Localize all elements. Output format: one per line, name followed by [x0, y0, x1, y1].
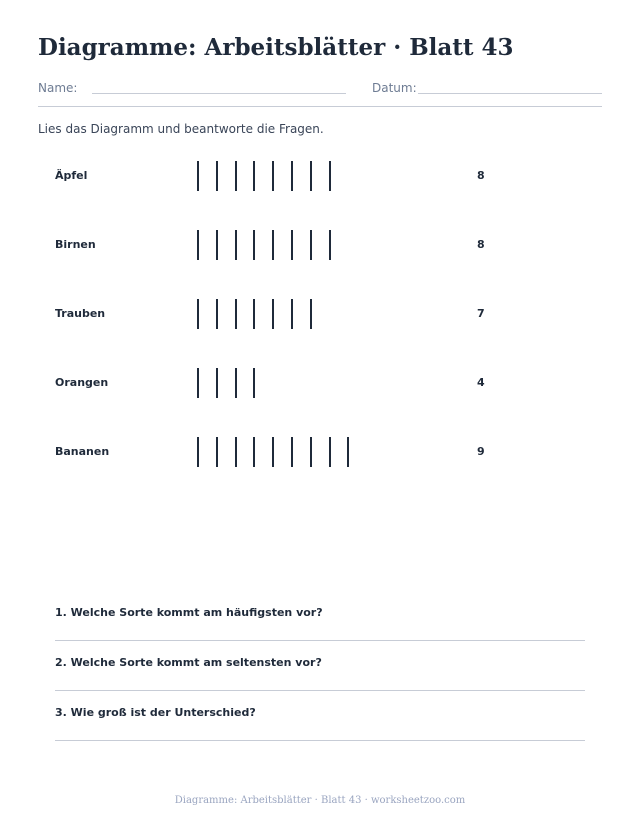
tally-mark — [216, 437, 218, 467]
tally-mark — [253, 437, 255, 467]
tally-mark — [291, 299, 293, 329]
tally-mark — [310, 437, 312, 467]
tally-mark — [272, 161, 274, 191]
tally-mark — [235, 299, 237, 329]
name-field[interactable] — [92, 93, 346, 94]
chart-row — [0, 368, 640, 398]
count-value: 8 — [477, 169, 485, 182]
tally-mark — [216, 161, 218, 191]
tally-mark — [197, 230, 199, 260]
footer-text: Diagramme: Arbeitsblätter · Blatt 43 · worksheetzoo.com — [174, 795, 466, 806]
tally-mark — [253, 299, 255, 329]
tally-mark — [310, 161, 312, 191]
tally-mark — [272, 299, 274, 329]
category-label: Bananen — [55, 445, 110, 458]
category-label: Äpfel — [55, 169, 88, 182]
chart-row — [0, 437, 640, 467]
tally-mark — [235, 368, 237, 398]
tally-mark — [235, 437, 237, 467]
tally-mark — [253, 230, 255, 260]
tally-marks — [197, 230, 457, 260]
header-divider — [38, 106, 602, 107]
tally-mark — [291, 161, 293, 191]
tally-marks — [197, 368, 457, 398]
tally-mark — [235, 230, 237, 260]
tally-mark — [347, 437, 349, 467]
count-value: 7 — [477, 307, 485, 320]
question-3: 3. Wie groß ist der Unterschied? — [55, 706, 256, 719]
chart-row — [0, 161, 640, 191]
tally-mark — [272, 437, 274, 467]
tally-mark — [329, 230, 331, 260]
count-value: 4 — [477, 376, 485, 389]
page-title: Diagramme: Arbeitsblätter · Blatt 43 — [38, 34, 514, 61]
count-value: 9 — [477, 445, 485, 458]
question-1: 1. Welche Sorte kommt am häufigsten vor? — [55, 606, 323, 619]
answer-line-3[interactable] — [55, 740, 585, 741]
date-label: Datum: — [372, 81, 417, 95]
tally-mark — [197, 368, 199, 398]
name-label: Name: — [38, 81, 78, 95]
answer-line-1[interactable] — [55, 640, 585, 641]
tally-marks — [197, 437, 457, 467]
tally-marks — [197, 299, 457, 329]
tally-mark — [310, 230, 312, 260]
tally-mark — [197, 437, 199, 467]
category-label: Trauben — [55, 307, 106, 320]
instructions-text: Lies das Diagramm und beantworte die Fragen. — [38, 122, 324, 136]
tally-mark — [329, 437, 331, 467]
tally-mark — [197, 299, 199, 329]
chart-row — [0, 230, 640, 260]
tally-mark — [197, 161, 199, 191]
tally-mark — [216, 299, 218, 329]
tally-mark — [310, 299, 312, 329]
tally-mark — [329, 161, 331, 191]
tally-mark — [216, 230, 218, 260]
category-label: Orangen — [55, 376, 109, 389]
date-field[interactable] — [418, 93, 602, 94]
question-2: 2. Welche Sorte kommt am seltensten vor? — [55, 656, 322, 669]
tally-mark — [253, 161, 255, 191]
tally-mark — [253, 368, 255, 398]
tally-mark — [235, 161, 237, 191]
category-label: Birnen — [55, 238, 96, 251]
answer-line-2[interactable] — [55, 690, 585, 691]
tally-marks — [197, 161, 457, 191]
chart-row — [0, 299, 640, 329]
tally-mark — [291, 230, 293, 260]
tally-mark — [216, 368, 218, 398]
tally-mark — [272, 230, 274, 260]
tally-mark — [291, 437, 293, 467]
count-value: 8 — [477, 238, 485, 251]
